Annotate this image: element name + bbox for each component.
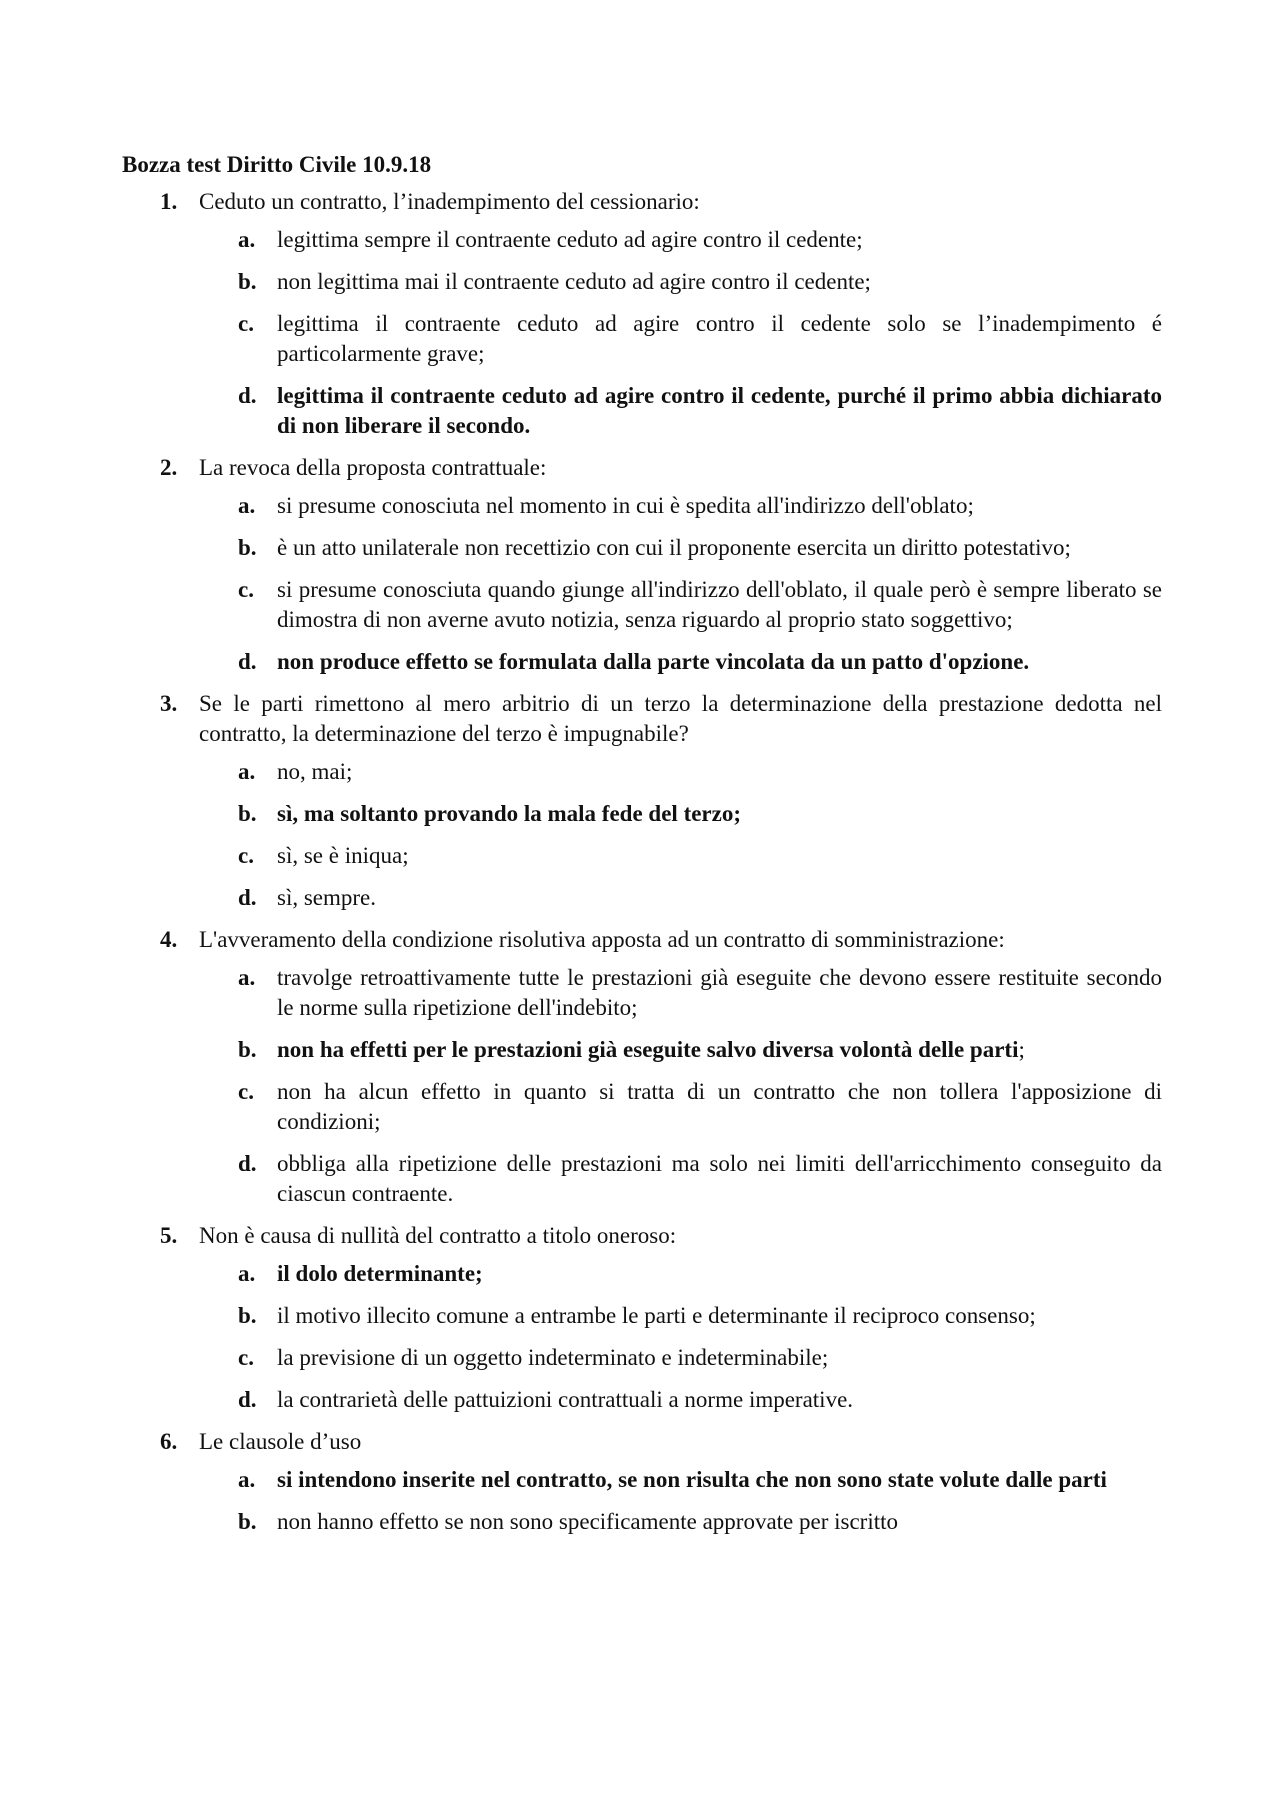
question-text: La revoca della proposta contrattuale: — [199, 455, 547, 480]
option-text: la contrarietà delle pattuizioni contrattuali a norme imperative. — [277, 1387, 854, 1412]
answer-option-a — [122, 757, 1162, 787]
question-4 — [122, 925, 1162, 1209]
answer-option-c — [122, 841, 1162, 871]
question-text: Ceduto un contratto, l’inadempimento del cessionario: — [199, 189, 700, 214]
question-number: 2. — [160, 455, 178, 480]
option-text: non ha alcun effetto in quanto si tratta di un contratto che non tollera l'apposizione di condizioni; — [277, 1079, 1162, 1134]
answer-options — [199, 1465, 1162, 1537]
option-letter: a. — [238, 759, 256, 784]
answer-option-c — [122, 1343, 1162, 1373]
option-text: la previsione di un oggetto indeterminato e indeterminabile; — [277, 1345, 829, 1370]
answer-option-c — [122, 1077, 1162, 1137]
answer-option-d — [122, 883, 1162, 913]
option-letter: c. — [238, 577, 254, 602]
answer-option-a — [122, 225, 1162, 255]
option-letter: b. — [238, 269, 257, 294]
question-1 — [122, 187, 1162, 441]
correct-answer-text: il dolo determinante; — [277, 1261, 483, 1286]
correct-answer-text: si intendono inserite nel contratto, se non risulta che non sono state volute dalle parti — [277, 1467, 1107, 1492]
option-letter: c. — [238, 1345, 254, 1370]
answer-option-b — [122, 533, 1162, 563]
answer-option-a — [122, 963, 1162, 1023]
option-letter: c. — [238, 1079, 254, 1104]
question-text: Se le parti rimettono al mero arbitrio di un terzo la determinazione della prestazione dedotta nel contratto, la determinazione del terzo è impugnabile? — [199, 691, 1162, 746]
answer-option-b — [122, 1035, 1162, 1065]
option-letter: c. — [238, 843, 254, 868]
option-letter: a. — [238, 1261, 256, 1286]
question-list — [122, 187, 1162, 1537]
option-text: legittima sempre il contraente ceduto ad agire contro il cedente; — [277, 227, 863, 252]
question-6 — [122, 1427, 1162, 1537]
option-letter: d. — [238, 1387, 257, 1412]
option-letter: b. — [238, 535, 257, 560]
correct-answer-text: non produce effetto se formulata dalla parte vincolata da un patto d'opzione. — [277, 649, 1030, 674]
correct-answer-text: non ha effetti per le prestazioni già eseguite salvo diversa volontà delle parti — [277, 1037, 1019, 1062]
option-text: non hanno effetto se non sono specificamente approvate per iscritto — [277, 1509, 899, 1534]
question-number: 6. — [160, 1429, 178, 1454]
option-letter: b. — [238, 1303, 257, 1328]
option-letter: a. — [238, 965, 256, 990]
option-text: legittima il contraente ceduto ad agire contro il cedente solo se l’inadempimento é particolarmente grave; — [277, 311, 1162, 366]
option-letter: b. — [238, 1509, 257, 1534]
question-number: 1. — [160, 189, 178, 214]
option-text: travolge retroattivamente tutte le prestazioni già eseguite che devono essere restituite secondo le norme sulla ripetizione dell'indebito; — [277, 965, 1162, 1020]
option-text: è un atto unilaterale non recettizio con cui il proponente esercita un diritto potestativo; — [277, 535, 1071, 560]
option-text: il motivo illecito comune a entrambe le parti e determinante il reciproco consenso; — [277, 1303, 1036, 1328]
option-text-tail: ; — [1018, 1037, 1025, 1062]
option-letter: a. — [238, 1467, 256, 1492]
answer-options — [199, 491, 1162, 677]
option-letter: d. — [238, 383, 257, 408]
option-text: si presume conosciuta nel momento in cui è spedita all'indirizzo dell'oblato; — [277, 493, 974, 518]
question-text: Le clausole d’uso — [199, 1429, 362, 1454]
question-3 — [122, 689, 1162, 913]
answer-option-d — [122, 1149, 1162, 1209]
question-number: 4. — [160, 927, 178, 952]
answer-options — [199, 757, 1162, 913]
option-text: sì, sempre. — [277, 885, 377, 910]
answer-option-a — [122, 491, 1162, 521]
option-text: non legittima mai il contraente ceduto ad agire contro il cedente; — [277, 269, 871, 294]
answer-option-b — [122, 1507, 1162, 1537]
question-2 — [122, 453, 1162, 677]
option-text: sì, se è iniqua; — [277, 843, 409, 868]
answer-option-b — [122, 1301, 1162, 1331]
option-letter: a. — [238, 493, 256, 518]
answer-option-d — [122, 381, 1162, 441]
question-text: L'avveramento della condizione risolutiva apposta ad un contratto di somministrazione: — [199, 927, 1005, 952]
question-number: 3. — [160, 691, 178, 716]
option-text: no, mai; — [277, 759, 353, 784]
answer-option-a — [122, 1465, 1162, 1495]
question-number: 5. — [160, 1223, 178, 1248]
question-text: Non è causa di nullità del contratto a titolo oneroso: — [199, 1223, 677, 1248]
answer-option-c — [122, 575, 1162, 635]
answer-options — [199, 225, 1162, 441]
answer-option-c — [122, 309, 1162, 369]
document-title: Bozza test Diritto Civile 10.9.18 — [122, 152, 432, 177]
answer-option-d — [122, 1385, 1162, 1415]
option-letter: a. — [238, 227, 256, 252]
option-text: si presume conosciuta quando giunge all'indirizzo dell'oblato, il quale però è sempre liberato se dimostra di non averne avuto notizia, senza riguardo al proprio stato soggettivo; — [277, 577, 1162, 632]
answer-option-a — [122, 1259, 1162, 1289]
answer-options — [199, 963, 1162, 1209]
option-letter: d. — [238, 649, 257, 674]
correct-answer-text: sì, ma soltanto provando la mala fede del terzo; — [277, 801, 742, 826]
document — [122, 150, 1162, 1549]
option-text: obbliga alla ripetizione delle prestazioni ma solo nei limiti dell'arricchimento conseguito da ciascun contraente. — [277, 1151, 1162, 1206]
answer-option-b — [122, 267, 1162, 297]
option-letter: d. — [238, 1151, 257, 1176]
option-letter: b. — [238, 801, 257, 826]
question-5 — [122, 1221, 1162, 1415]
answer-options — [199, 1259, 1162, 1415]
correct-answer-text: legittima il contraente ceduto ad agire contro il cedente, purché il primo abbia dichiarato di non liberare il secondo. — [277, 383, 1162, 438]
option-letter: d. — [238, 885, 257, 910]
answer-option-d — [122, 647, 1162, 677]
option-letter: c. — [238, 311, 254, 336]
answer-option-b — [122, 799, 1162, 829]
option-letter: b. — [238, 1037, 257, 1062]
